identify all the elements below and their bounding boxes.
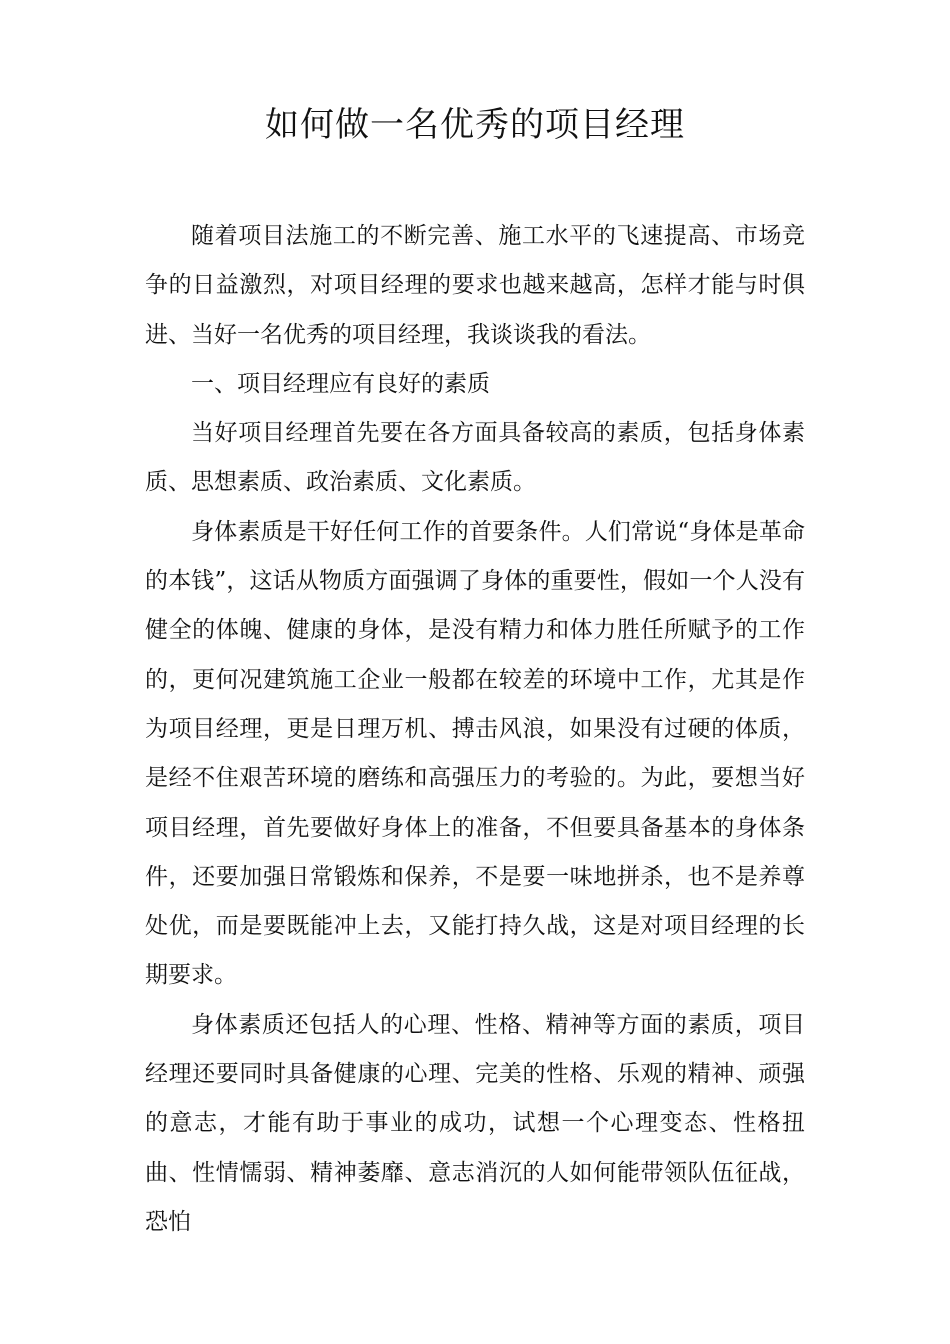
paragraph-psychological: 身体素质还包括人的心理、性格、精神等方面的素质，项目经理还要同时具备健康的心理、完美的性格、乐观的精神、顽强的意志，才能有助于事业的成功，试想一个心理变态、性格扭曲、性情懦弱、精神萎靡、意志消沉的人如何能带领队伍征战，恐怕 — [145, 1011, 805, 1235]
paragraph-qualities: 当好项目经理首先要在各方面具备较高的素质，包括身体素质、思想素质、政治素质、文化素质。 — [145, 420, 805, 496]
section-heading-1: 一、项目经理应有良好的素质 — [191, 370, 490, 397]
paragraph-intro: 随着项目法施工的不断完善、施工水平的飞速提高、市场竞争的日益激烈，对项目经理的要求也越来越高，怎样才能与时俱进、当好一名优秀的项目经理，我谈谈我的看法。 — [145, 223, 805, 348]
document-title: 如何做一名优秀的项目经理 — [265, 105, 685, 145]
document-body — [145, 212, 805, 1247]
paragraph-physical: 身体素质是干好任何工作的首要条件。人们常说“身体是革命的本钱”，这话从物质方面强调了身体的重要性，假如一个人没有健全的体魄、健康的身体，是没有精力和体力胜任所赋予的工作的，更何况建筑施工企业一般都在较差的环境中工作，尤其是作为项目经理，更是日理万机、搏击风浪，如果没有过硬的体质，是经不住艰苦环境的磨练和高强压力的考验的。为此，要想当好项目经理，首先要做好身体上的准备，不但要具备基本的身体条件，还要加强日常锻炼和保养，不是要一味地拼杀，也不是养尊处优，而是要既能冲上去，又能打持久战，这是对项目经理的长期要求。 — [145, 518, 805, 989]
